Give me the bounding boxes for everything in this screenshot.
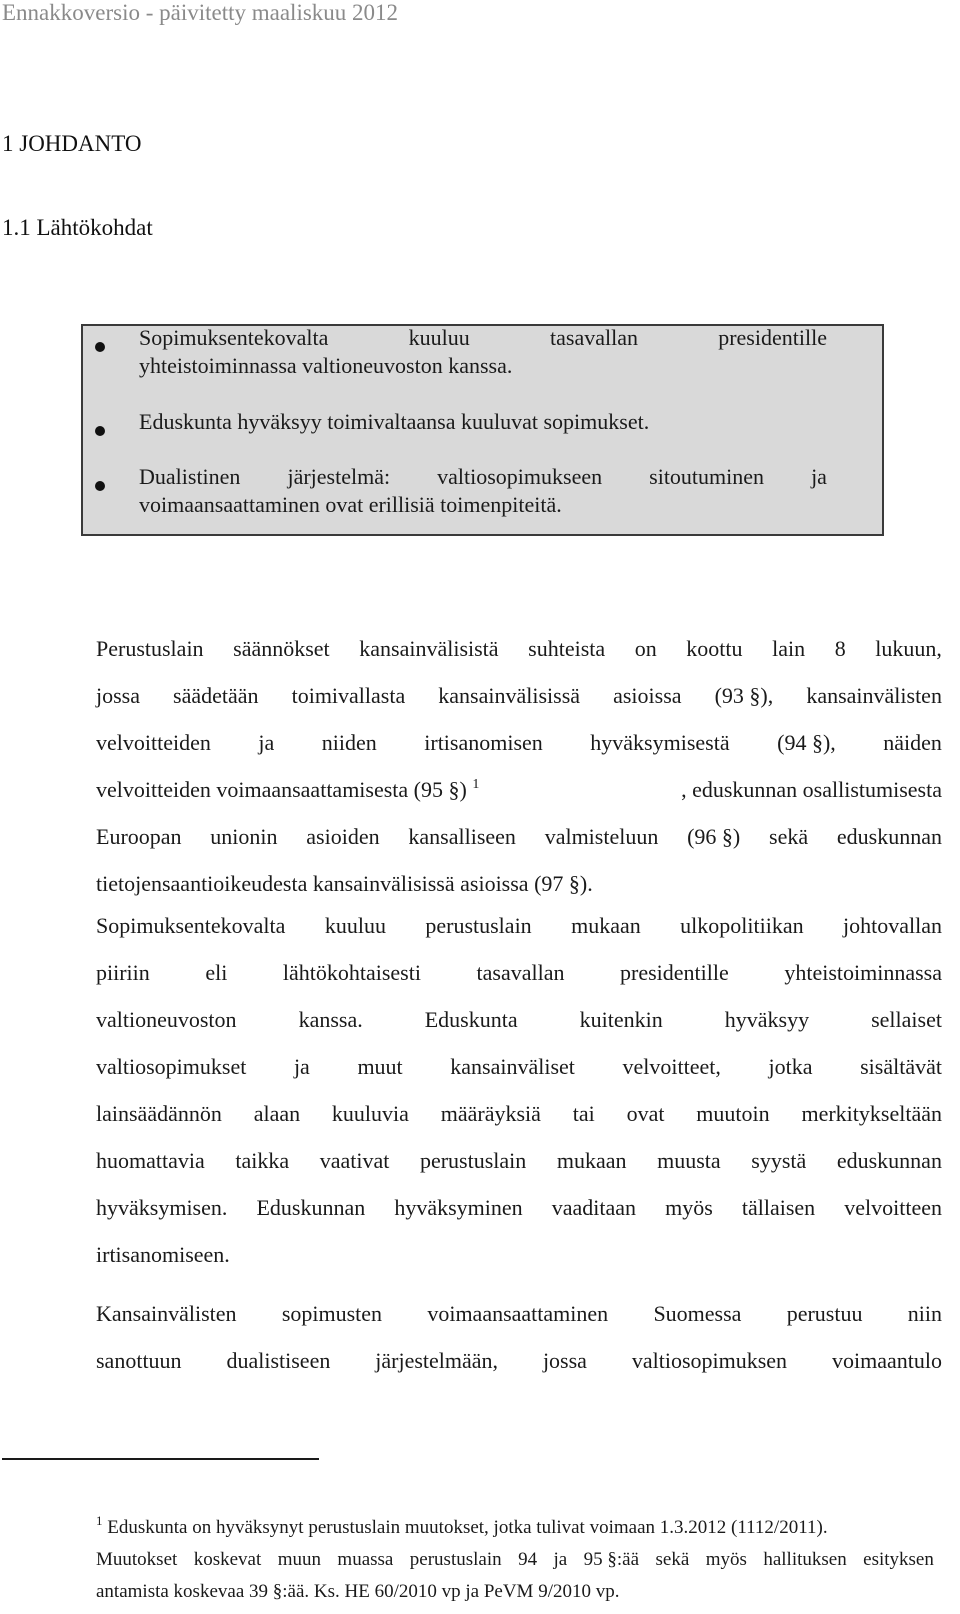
word: hyväksymisestä [590, 730, 730, 755]
paragraph-line [96, 1184, 942, 1231]
word: ja [553, 1549, 568, 1570]
footnote-separator [2, 1458, 319, 1460]
paragraph-line [96, 949, 942, 996]
word: johtovallan [843, 913, 942, 938]
word: jotka [768, 1054, 813, 1079]
word: muassa [337, 1549, 394, 1570]
word: järjestelmään, [375, 1348, 499, 1373]
word: huomattavia [96, 1148, 205, 1173]
word: velvoitteet, [622, 1054, 721, 1079]
word: kuuluvia [331, 1101, 409, 1126]
word: eduskunnan [836, 1148, 942, 1173]
word: kanssa. [298, 1007, 363, 1032]
word: 95 §:ää [583, 1549, 640, 1570]
word: kuuluu [324, 913, 386, 938]
word: hyväksyminen [394, 1195, 523, 1220]
word: kansainvälisistä [359, 636, 499, 661]
word: hallituksen [763, 1549, 847, 1570]
word: sanottuun [96, 1348, 182, 1373]
word: (94 §), [777, 730, 836, 755]
paragraph-line [96, 902, 942, 949]
word: vaativat [319, 1148, 390, 1173]
word: niin [907, 1301, 942, 1326]
summary-bullet-3-line-2: voimaansaattaminen ovat erillisiä toimenpiteitä. [139, 492, 562, 517]
word: kansalliseen [408, 824, 516, 849]
bullet-icon [95, 481, 105, 491]
text-segment: velvoitteiden voimaansaattamisesta (95 §) [96, 777, 467, 802]
word: presidentille [620, 960, 729, 985]
word: (93 §), [714, 683, 774, 708]
word: on [634, 636, 657, 661]
word: eli [205, 960, 228, 985]
footnote [96, 1512, 960, 1608]
word: dualistiseen [226, 1348, 331, 1373]
word: (96 §) [687, 824, 741, 849]
paragraph-line [96, 1137, 942, 1184]
word: unionin [210, 824, 278, 849]
paragraph-line [96, 1290, 942, 1337]
word: velvoitteen [844, 1195, 942, 1220]
word: perustuslain [409, 1549, 502, 1570]
word: voimaansaattaminen [427, 1301, 609, 1326]
bullet-icon [95, 426, 105, 436]
word: sopimusten [281, 1301, 383, 1326]
word: muutoin [696, 1101, 770, 1126]
word: määräyksiä [440, 1101, 541, 1126]
word: yhteistoiminnassa [784, 960, 942, 985]
word: velvoitteiden [96, 730, 211, 755]
word: säädetään [173, 683, 259, 708]
word: ovat [626, 1101, 665, 1126]
word: perustuslain [425, 913, 532, 938]
paragraph-line [96, 625, 942, 672]
word: tai [572, 1101, 595, 1126]
word: eduskunnan [836, 824, 942, 849]
word: perustuu [786, 1301, 863, 1326]
heading-starting-points: 1.1 Lähtökohdat [2, 215, 153, 240]
word: voimaantulo [831, 1348, 942, 1373]
word: sellaiset [871, 1007, 942, 1032]
heading-introduction: 1 JOHDANTO [2, 131, 142, 156]
word: asioissa [613, 683, 682, 708]
word: jossa [96, 683, 140, 708]
word: ja [258, 730, 275, 755]
word: lain [772, 636, 806, 661]
word: kuitenkin [579, 1007, 663, 1032]
word: ulkopolitiikan [680, 913, 804, 938]
word: valtiosopimukseen [437, 464, 603, 489]
word: lähtökohtaisesti [282, 960, 421, 985]
word: tasavallan [476, 960, 565, 985]
word: näiden [883, 730, 942, 755]
paragraph-constitution-provisions [96, 625, 942, 907]
word: valtioneuvoston [96, 1007, 237, 1032]
footnote-reference: 1 [472, 777, 480, 792]
footnote-line [96, 1544, 934, 1576]
word: suhteista [528, 636, 606, 661]
word: kansainvälisten [806, 683, 942, 708]
word: Suomessa [653, 1301, 742, 1326]
paragraph-line [96, 813, 942, 860]
word: valmisteluun [544, 824, 659, 849]
footnote-line [96, 1512, 960, 1544]
word: asioiden [306, 824, 380, 849]
summary-bullet-1-line-2: yhteistoiminnassa valtioneuvoston kanssa. [139, 353, 513, 378]
summary-bullet-1-line-1 [139, 325, 827, 351]
footnote-text: Eduskunta on hyväksynyt perustuslain muutokset, jotka tulivat voimaan 1.3.2012 (1112/2011). [107, 1517, 828, 1538]
word: Perustuslain [96, 636, 204, 661]
word: irtisanomisen [424, 730, 543, 755]
word: syystä [751, 1148, 807, 1173]
word: myös [705, 1549, 747, 1570]
paragraph-line: tietojensaantioikeudesta kansainvälisissä asioissa (97 §). [96, 871, 593, 896]
paragraph-line [96, 1043, 942, 1090]
word: sisältävät [860, 1054, 942, 1079]
paragraph-line: irtisanomiseen. [96, 1242, 230, 1267]
word: Muutokset [96, 1549, 178, 1570]
word: hyväksymisen. [96, 1195, 228, 1220]
word: muut [357, 1054, 403, 1079]
word: lukuun, [875, 636, 942, 661]
word: myös [665, 1195, 713, 1220]
word: Sopimuksentekovalta [139, 325, 329, 350]
word: hyväksyy [724, 1007, 810, 1032]
word: mukaan [571, 913, 641, 938]
word: ja [811, 464, 827, 489]
word: toimivallasta [291, 683, 406, 708]
bullet-icon [95, 342, 105, 352]
word: Eduskunnan [256, 1195, 366, 1220]
word: koskevat [193, 1549, 262, 1570]
word: koottu [686, 636, 743, 661]
word: 94 [518, 1549, 538, 1570]
paragraph-line [96, 719, 942, 766]
word: Euroopan [96, 824, 182, 849]
summary-bullet-3-line-1 [139, 464, 827, 490]
paragraph-line [96, 996, 942, 1043]
footnote-line: antamista koskevaa 39 §:ää. Ks. HE 60/2010 vp ja PeVM 9/2010 vp. [96, 1581, 620, 1602]
word: taikka [235, 1148, 290, 1173]
word: 8 [834, 636, 846, 661]
word: mukaan [556, 1148, 627, 1173]
word: sekä [655, 1549, 690, 1570]
summary-bullet-2: Eduskunta hyväksyy toimivaltaansa kuuluvat sopimukset. [139, 409, 650, 434]
word: vaaditaan [551, 1195, 637, 1220]
word: järjestelmä: [287, 464, 391, 489]
word: valtiosopimuksen [631, 1348, 788, 1373]
word: säännökset [233, 636, 330, 661]
word: piiriin [96, 960, 150, 985]
paragraph-line [96, 672, 942, 719]
word: kansainväliset [450, 1054, 575, 1079]
word: ja [293, 1054, 310, 1079]
word: perustuslain [419, 1148, 527, 1173]
word: muusta [657, 1148, 721, 1173]
word: alaan [253, 1101, 301, 1126]
paragraph-line [96, 1337, 942, 1384]
paragraph-line [96, 766, 942, 813]
page-header-note: Ennakkoversio - päivitetty maaliskuu 2012 [2, 0, 399, 25]
word: sitoutuminen [649, 464, 765, 489]
paragraph-dualistic-system [96, 1290, 942, 1384]
word: lainsäädännön [96, 1101, 222, 1126]
word: merkitykseltään [801, 1101, 942, 1126]
paragraph-line-part: , eduskunnan osallistumisesta [681, 777, 942, 802]
word: Dualistinen [139, 464, 241, 489]
word: jossa [542, 1348, 587, 1373]
word: valtiosopimukset [96, 1054, 247, 1079]
word: tällaisen [741, 1195, 816, 1220]
word: Sopimuksentekovalta [96, 913, 286, 938]
word: Kansainvälisten [96, 1301, 237, 1326]
paragraph-line [96, 1090, 942, 1137]
word: tasavallan [550, 325, 638, 350]
word: muun [277, 1549, 321, 1570]
word: Eduskunta [424, 1007, 518, 1032]
word: sekä [769, 824, 809, 849]
paragraph-line-part [96, 766, 479, 813]
word: kansainvälisissä [438, 683, 581, 708]
word: kuuluu [408, 325, 470, 350]
word: esityksen [863, 1549, 934, 1570]
paragraph-treaty-making-power [96, 902, 942, 1278]
footnote-marker: 1 [96, 1513, 103, 1528]
word: niiden [321, 730, 377, 755]
word: presidentille [718, 325, 827, 350]
